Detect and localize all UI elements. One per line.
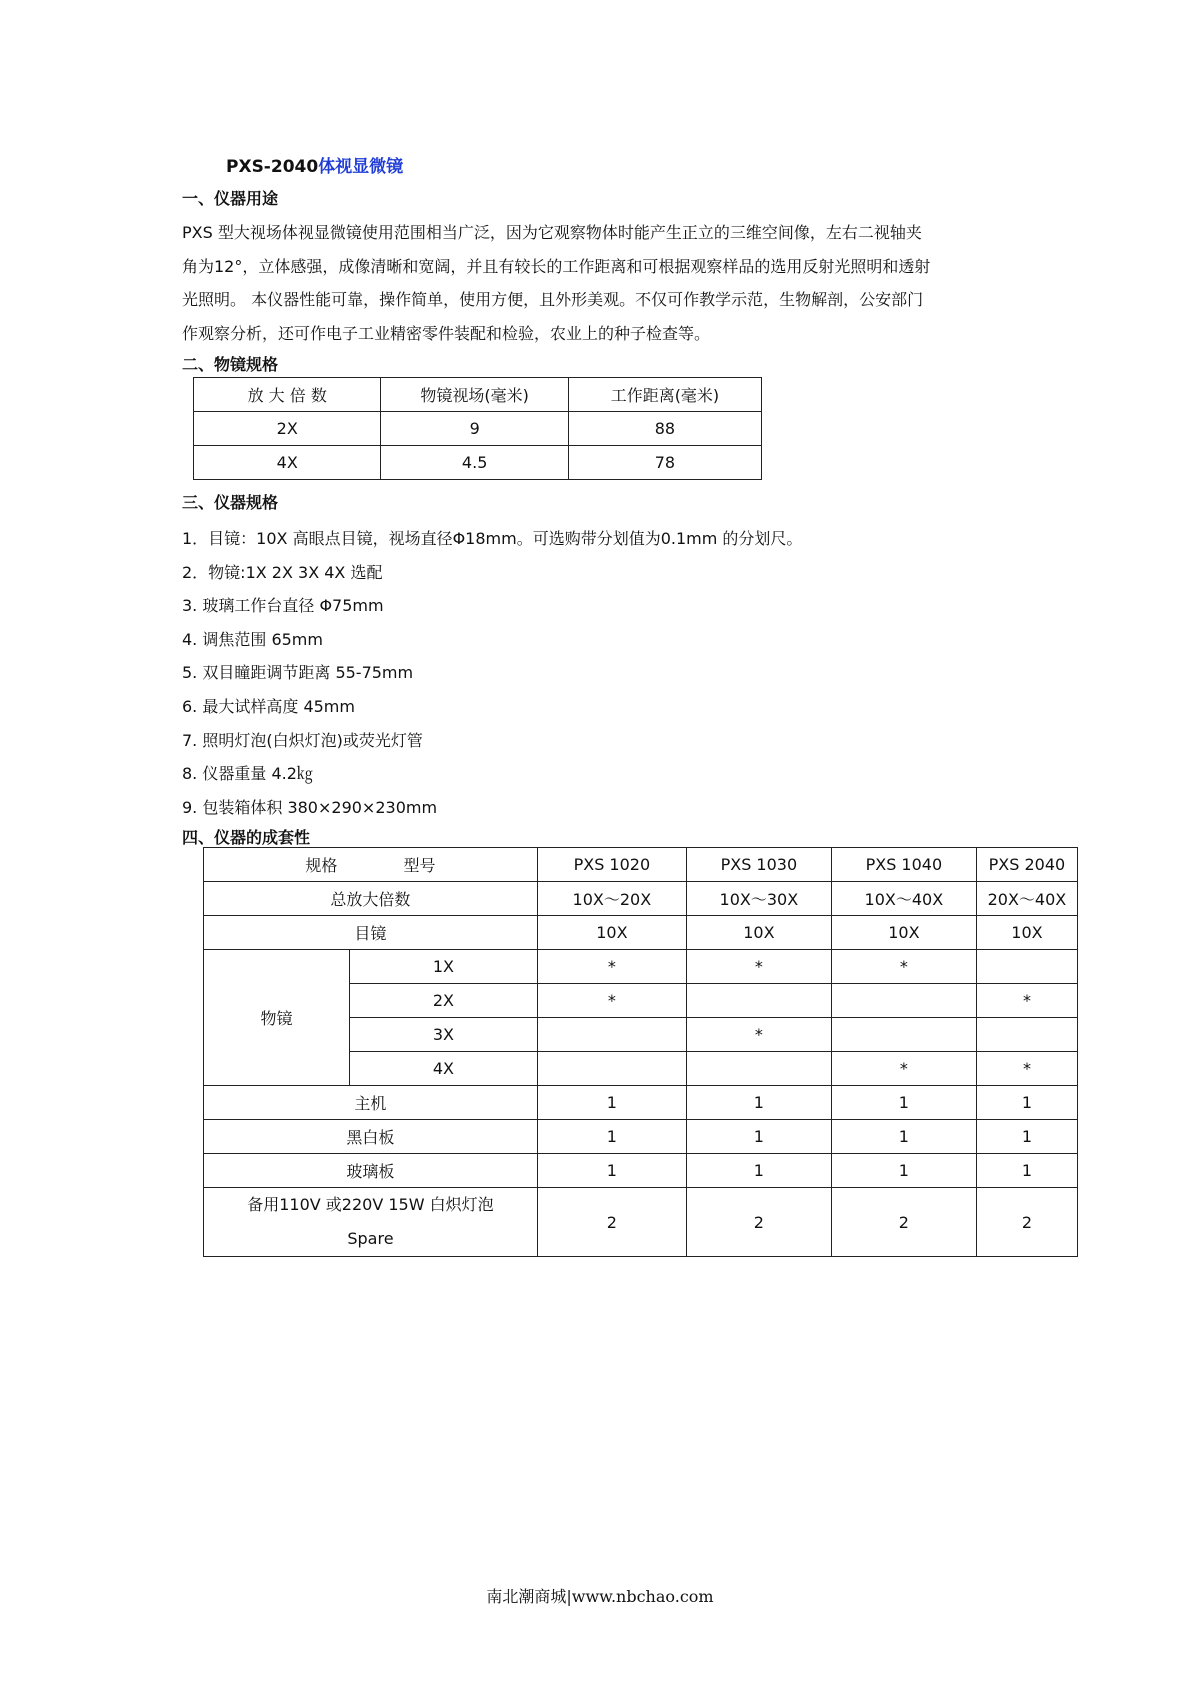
- table-cell: [537, 1052, 686, 1086]
- table-cell: 20X～40X: [976, 882, 1077, 916]
- spec-item: 7. 照明灯泡(白炽灯泡)或荧光灯管: [182, 730, 423, 750]
- table-cell: 2: [831, 1188, 976, 1257]
- completeness-table: [203, 847, 1078, 1257]
- table-cell: 2: [686, 1188, 831, 1257]
- table-cell: *: [831, 950, 976, 984]
- table-row: [204, 1154, 1078, 1188]
- row-label: [204, 1188, 538, 1257]
- table-row: [204, 916, 1078, 950]
- table-cell: 4.5: [381, 446, 568, 480]
- table-cell: *: [686, 1018, 831, 1052]
- section-heading-usage: 一、仪器用途: [182, 189, 279, 208]
- spec-item: 3. 玻璃工作台直径 Φ75mm: [182, 596, 384, 616]
- spec-item: 5. 双目瞳距调节距离 55-75mm: [182, 663, 414, 683]
- spare-label-line2: Spare: [347, 1229, 394, 1248]
- table-header-row: [204, 848, 1078, 882]
- table-cell: 1: [976, 1086, 1077, 1120]
- spec-item: 4. 调焦范围 65mm: [182, 629, 323, 649]
- power-label: 3X: [350, 1018, 538, 1052]
- footer-text: 南北潮商城|www.nbchao.com: [486, 1587, 714, 1606]
- table-cell: 10X～20X: [537, 882, 686, 916]
- table-cell: 88: [568, 412, 761, 446]
- model-header-cell: PXS 2040: [976, 848, 1077, 882]
- table-cell: 1: [831, 1086, 976, 1120]
- table-row: [204, 1120, 1078, 1154]
- table-cell: [537, 1018, 686, 1052]
- table-cell: 1: [537, 1154, 686, 1188]
- spec-list: [182, 522, 802, 824]
- table-row: [204, 950, 1078, 984]
- power-label: 1X: [350, 950, 538, 984]
- table-cell: *: [976, 1052, 1077, 1086]
- table-header-row: [194, 378, 762, 412]
- document-title: [226, 152, 403, 177]
- title-name: 体视显微镜: [318, 157, 404, 177]
- title-code: PXS-2040: [226, 157, 319, 177]
- table-cell: 10X～40X: [831, 882, 976, 916]
- table-row: [194, 412, 762, 446]
- table-cell: [686, 984, 831, 1018]
- spec-item: 1．目镜：10X 高眼点目镜，视场直径Φ18mm。可选购带分划值为0.1mm 的分划尺。: [182, 529, 803, 548]
- paragraph-line: 角为12°，立体感强，成像清晰和宽阔，并且有较长的工作距离和可根据观察样品的选用反射光照明和透射: [182, 256, 931, 276]
- table-cell: 2: [537, 1188, 686, 1257]
- table-cell: 10X: [686, 916, 831, 950]
- table-cell: 2: [976, 1188, 1077, 1257]
- table-cell: [831, 984, 976, 1018]
- row-label: 物镜: [204, 950, 350, 1086]
- table-cell: [976, 950, 1077, 984]
- table-cell: 1: [686, 1120, 831, 1154]
- section-heading-instrument-specs: 三、仪器规格: [182, 493, 279, 512]
- table-cell: 10X: [976, 916, 1077, 950]
- objective-spec-table: [193, 377, 762, 480]
- table-cell: [686, 1052, 831, 1086]
- table-cell: 1: [686, 1154, 831, 1188]
- spare-label-line1: 备用110V 或220V 15W 白炽灯泡: [247, 1195, 494, 1214]
- table-cell: *: [831, 1052, 976, 1086]
- usage-paragraph: [182, 216, 1042, 350]
- spec-item: 6. 最大试样高度 45mm: [182, 696, 355, 716]
- table-cell: 4X: [194, 446, 381, 480]
- paragraph-line: 作观察分析，还可作电子工业精密零件装配和检验，农业上的种子检查等。: [182, 323, 711, 343]
- table-cell: *: [686, 950, 831, 984]
- row-label: 玻璃板: [204, 1154, 538, 1188]
- header-cell: 工作距离(毫米): [568, 378, 761, 412]
- table-cell: 78: [568, 446, 761, 480]
- table-row: [194, 446, 762, 480]
- paragraph-line: 光照明。 本仪器性能可靠，操作简单，使用方便，且外形美观。不仅可作教学示范，生物解剖，公安部门: [182, 290, 924, 309]
- power-label: 4X: [350, 1052, 538, 1086]
- table-row: [204, 1086, 1078, 1120]
- model-header-cell: PXS 1040: [831, 848, 976, 882]
- table-cell: 1: [537, 1086, 686, 1120]
- table-cell: [976, 1018, 1077, 1052]
- row-label: 目镜: [204, 916, 538, 950]
- table-cell: *: [976, 984, 1077, 1018]
- spec-item: 8. 仪器重量 4.2㎏: [182, 764, 313, 784]
- table-cell: 1: [976, 1120, 1077, 1154]
- section-heading-completeness: 四、仪器的成套性: [182, 828, 311, 847]
- corner-header-cell: 规格 型号: [204, 848, 538, 882]
- table-cell: 1: [831, 1120, 976, 1154]
- row-label: 主机: [204, 1086, 538, 1120]
- table-cell: *: [537, 984, 686, 1018]
- section-heading-objective-specs: 二、物镜规格: [182, 355, 279, 374]
- table-cell: *: [537, 950, 686, 984]
- table-cell: 1: [976, 1154, 1077, 1188]
- row-label: 总放大倍数: [204, 882, 538, 916]
- spec-item: 2．物镜:1X 2X 3X 4X 选配: [182, 562, 383, 582]
- table-cell: 10X: [831, 916, 976, 950]
- table-cell: 10X: [537, 916, 686, 950]
- header-cell: 物镜视场(毫米): [381, 378, 568, 412]
- table-cell: [831, 1018, 976, 1052]
- model-header-cell: PXS 1030: [686, 848, 831, 882]
- table-cell: 2X: [194, 412, 381, 446]
- table-row: [204, 882, 1078, 916]
- row-label: 黑白板: [204, 1120, 538, 1154]
- power-label: 2X: [350, 984, 538, 1018]
- table-cell: 9: [381, 412, 568, 446]
- table-cell: 1: [686, 1086, 831, 1120]
- table-cell: 10X～30X: [686, 882, 831, 916]
- paragraph-line: PXS 型大视场体视显微镜使用范围相当广泛，因为它观察物体时能产生正立的三维空间像，左右二视轴夹: [182, 223, 922, 242]
- header-cell: 放 大 倍 数: [194, 378, 381, 412]
- spec-item: 9. 包装箱体积 380×290×230mm: [182, 797, 438, 817]
- table-row: [204, 1188, 1078, 1257]
- table-cell: 1: [831, 1154, 976, 1188]
- table-cell: 1: [537, 1120, 686, 1154]
- model-header-cell: PXS 1020: [537, 848, 686, 882]
